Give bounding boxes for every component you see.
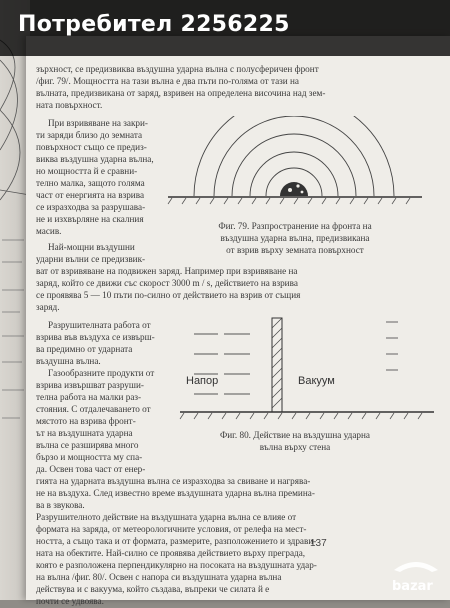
col1-a-line-8: се изразходва за разрушава- bbox=[36, 202, 146, 212]
fig80-caption-2: вълна върху стена bbox=[259, 442, 331, 452]
col1-a-line-6: телно малка, защото голяма bbox=[36, 178, 145, 188]
col1-a-line-3: повърхност също се предиз- bbox=[36, 142, 147, 152]
col1-b-line-8: стояния. С отдалечаването от bbox=[36, 404, 151, 414]
bottom-line-6: ността, а също така и от формата, размерите, разположението и здрави- bbox=[36, 536, 317, 546]
col1-b-line-2: взрива във въздуха се извърш- bbox=[36, 332, 155, 342]
fig80-caption-1: Фиг. 80. Действие на въздушна ударна bbox=[220, 430, 370, 440]
page-number: 137 bbox=[310, 538, 327, 549]
col1-a-line-10: масив. bbox=[36, 226, 62, 236]
col1-a-line-7: част от енергията на взрива bbox=[36, 190, 145, 200]
fig79-caption-3: от взрив върху земната повърхност bbox=[226, 245, 364, 255]
bottom-line-7: ната на обектите. Най-силно се проявява действието върху преграда, bbox=[36, 548, 306, 558]
bottom-line-9: на вълна /фиг. 80/. Освен с напора си въздушната ударна вълна bbox=[36, 572, 282, 582]
col1-b-line-11: вълна се разширява много bbox=[36, 440, 139, 450]
bazar-logo-icon bbox=[386, 556, 446, 598]
figure-80 bbox=[176, 314, 438, 426]
book-page bbox=[26, 36, 450, 606]
bottom-line-4: Разрушителното действие на въздушната ударна вълна се влияе от bbox=[36, 512, 297, 522]
col1-b-line-4: въздушна вълна. bbox=[36, 356, 101, 366]
col1-a-line-5: но мощността й е сравни- bbox=[36, 166, 138, 176]
col1-a-line-4: виква въздушна ударна вълна, bbox=[36, 154, 154, 164]
bottom-line-2: не на въздуха. След известно време въздушната ударна вълна премина- bbox=[36, 488, 315, 498]
fig79-caption-2: въздушна ударна вълна, предизвикана bbox=[220, 233, 370, 243]
bottom-line-10: действува и с вакуума, който създава, въпреки че силата й е bbox=[36, 584, 270, 594]
intro-line-3: вълната, предизвикана от заряд, взривен на определена височина над зем- bbox=[36, 88, 326, 98]
col1-a-line-9: не и изхвърляне на скалния bbox=[36, 214, 144, 224]
mid-line-3: ват от взривяване на подвижен заряд. Например при взривяване на bbox=[36, 266, 298, 276]
watermark-text: bazar bbox=[392, 579, 433, 594]
col1-b-line-1: Разрушителната работа от bbox=[48, 320, 151, 330]
user-banner bbox=[0, 0, 450, 56]
col1-b-line-6: взрива извършват разруши- bbox=[36, 380, 144, 390]
mid-line-6: заряд. bbox=[36, 302, 60, 312]
intro-line-2: /фиг. 79/. Мощността на тази вълна е два пъти по-голяма от тази на bbox=[36, 76, 299, 86]
intro-line-4: ната повърхност. bbox=[36, 100, 103, 110]
col1-b-line-7: телна работа на малки раз- bbox=[36, 392, 142, 402]
col1-b-line-3: ва предимно от ударната bbox=[36, 344, 133, 354]
col1-b-line-13: да. Освен това част от енер- bbox=[36, 464, 146, 474]
col1-b-line-10: ът на въздушната ударна bbox=[36, 428, 133, 438]
figure-79 bbox=[164, 116, 426, 216]
fig79-caption-1: Фиг. 79. Разпространение на фронта на bbox=[218, 221, 372, 231]
intro-line-1: зърхност, се предизвиква въздушна ударна вълна с полусферичен фронт bbox=[36, 64, 319, 74]
col1-b-line-5: Газообразните продукти от bbox=[48, 368, 155, 378]
col1-a-line-2: ти заряди близо до земната bbox=[36, 130, 143, 140]
mid-line-5: се проявява 5 — 10 пъти по-силно от действието на взрив от същия bbox=[36, 290, 301, 300]
bottom-line-3: ва в звукова. bbox=[36, 500, 85, 510]
bottom-line-1: гията на ударната въздушна вълна се изразходва за свиване и нагрява- bbox=[36, 476, 311, 486]
mid-line-4: заряд, който се движи със скорост 3000 m / s, действието на взрива bbox=[36, 278, 298, 288]
col1-b-line-9: мястото на взрива фронт- bbox=[36, 416, 136, 426]
bottom-line-5: формата на заряда, от метеорологичните условия, от релефа на мест- bbox=[36, 524, 307, 534]
fig80-label-left: Напор bbox=[186, 375, 219, 387]
user-label: Потребител 2256225 bbox=[18, 12, 290, 37]
col1-a-line-1: При взривяване на закри- bbox=[48, 118, 148, 128]
fig80-label-right: Вакуум bbox=[298, 375, 335, 387]
bottom-line-8: която е разположена перпендикулярно на посоката на въздушната удар- bbox=[36, 560, 317, 570]
bottom-line-11: почти се удвоява. bbox=[36, 596, 104, 606]
mid-line-2: ударни вълни се предизвик- bbox=[36, 254, 146, 264]
col1-b-line-12: бързо и мощността му спа- bbox=[36, 452, 143, 462]
mid-line-1: Най-мощни въздушни bbox=[48, 242, 135, 252]
